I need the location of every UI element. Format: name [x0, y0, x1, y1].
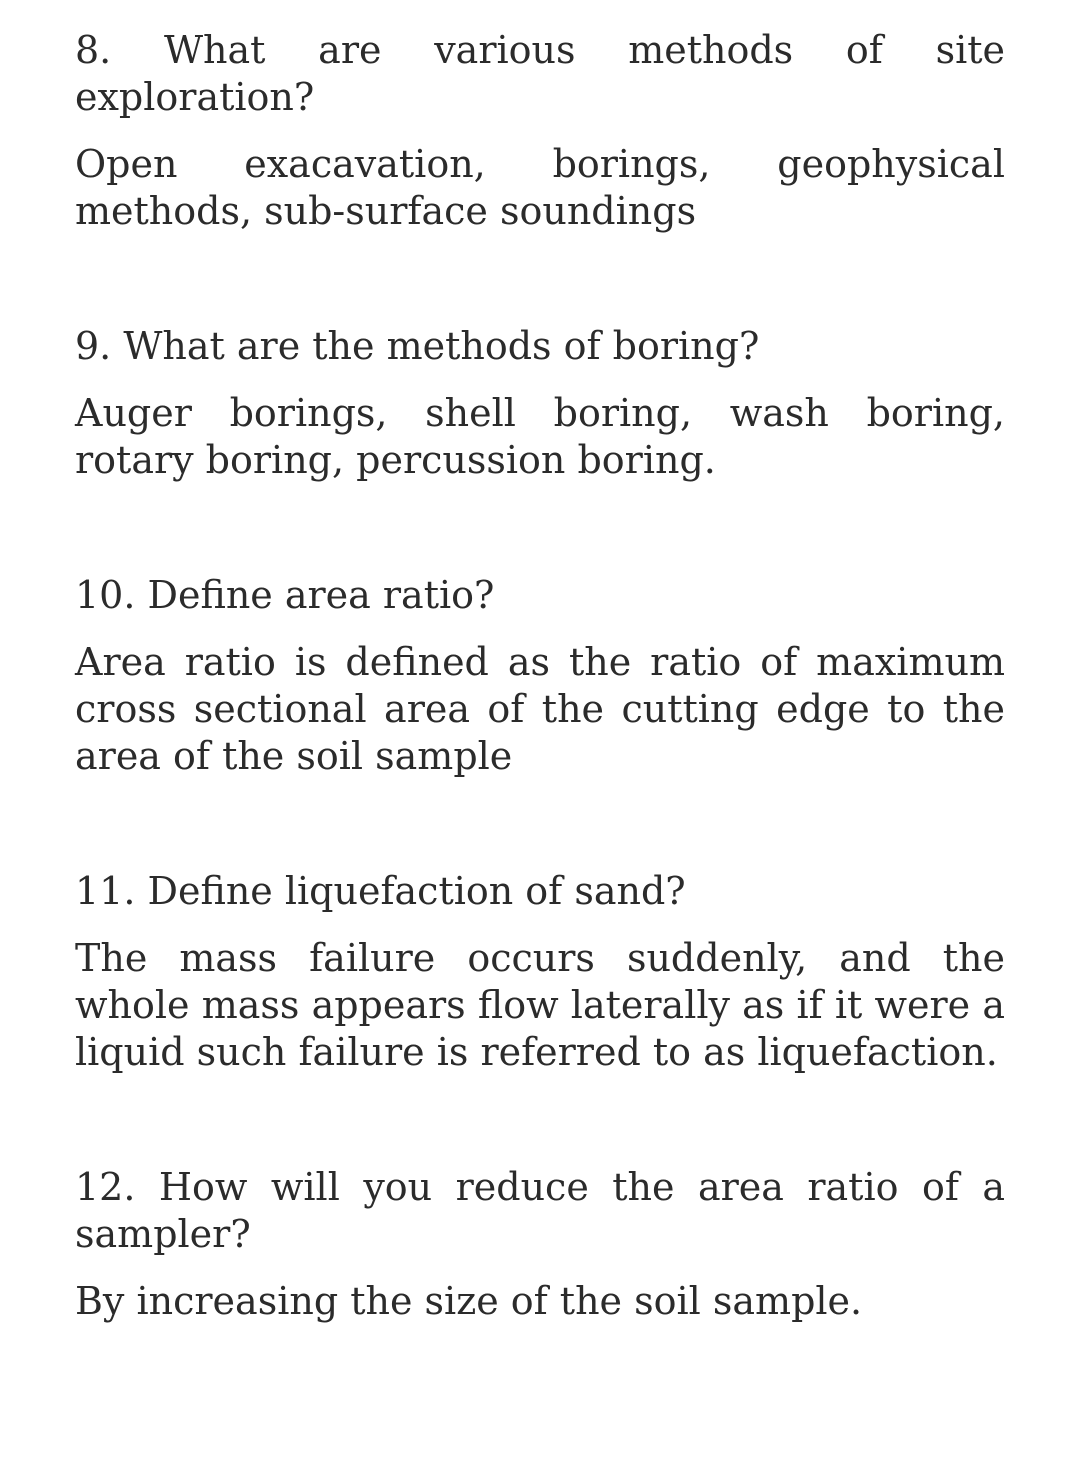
document-page — [75, 27, 1005, 1325]
qa-item-11 — [75, 868, 1005, 1076]
answer-text: Auger borings, shell boring, wash boring, rotary boring, percussion boring. — [75, 391, 1005, 482]
answer-text: The mass failure occurs suddenly, and the whole mass appears flow laterally as if it were a liquid such failure is referred to as liquefaction. — [75, 936, 1005, 1074]
question-text: 8. What are various methods of site exploration? — [75, 28, 1005, 119]
qa-item-12 — [75, 1164, 1005, 1325]
answer-text: By increasing the size of the soil sample. — [75, 1279, 863, 1323]
question-text: 9. What are the methods of boring? — [75, 324, 760, 368]
question-text: 10. Define area ratio? — [75, 573, 495, 617]
qa-item-8 — [75, 27, 1005, 235]
qa-item-10 — [75, 572, 1005, 780]
answer-text: Area ratio is defined as the ratio of maximum cross sectional area of the cutting edge to the area of the soil sample — [75, 640, 1005, 778]
qa-item-9 — [75, 323, 1005, 484]
question-text: 11. Define liquefaction of sand? — [75, 869, 686, 913]
question-text: 12. How will you reduce the area ratio of a sampler? — [75, 1165, 1005, 1256]
answer-text: Open exacavation, borings, geophysical methods, sub-surface soundings — [75, 142, 1005, 233]
